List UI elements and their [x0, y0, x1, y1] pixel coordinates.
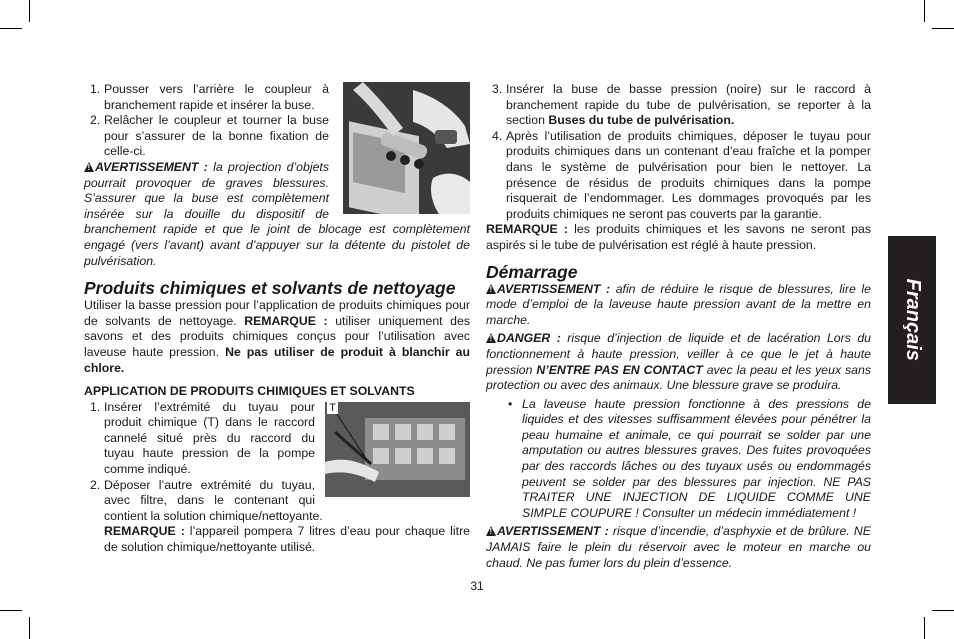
warning-icon [84, 162, 94, 172]
subheading-application: APPLICATION DE PRODUITS CHIMIQUES ET SOLVANTS [84, 384, 415, 399]
danger-injection: !DANGER : risque d’injection de liquide et de lacération Lors du fonctionnement à haute pression, veiller à ce que le jet à haute pression N’ENTRE PAS EN CONTACT avec la peau et les yeux sans protection ou avec des animaux. Une blessure grave se produira. [486, 331, 871, 393]
crop-mark [924, 0, 925, 22]
step-4: 4. Après l’utilisation de produits chimiques, déposer le tuyau pour produits chimiques dans un contenant d’eau fraîche et la pomper dans le système de pulvérisation pour bien le nettoyer. La présence de résidus de produits chimiques dans la pompe risquerait de l’endommager. Les dommages provoqués par les produits chimiques ne seront pas couverts par la garantie. [492, 128, 871, 221]
page-number: 31 [470, 579, 484, 593]
step-3: 3. Insérer la buse de basse pression (noire) sur le raccord à branchement rapide du tube de pulvérisation, se reporter à la section Buses du tube de pulvérisation. [492, 82, 871, 128]
note-pump-ratio: REMARQUE : l’appareil pompera 7 litres d’eau pour chaque litre de solution chimique/nettoyante utilisé. [104, 524, 470, 555]
step-a-2: 2. Relâcher le coupleur et tourner la buse pour s’assurer de la bonne fixation de celle-ci. [90, 113, 329, 159]
danger-icon [486, 333, 496, 343]
step-a-1: 1. Pousser vers l’arrière le coupleur à branchement rapide et insérer la buse. [90, 82, 329, 112]
step-b-2: 2. Déposer l’autre extrémité du tuyau, avec filtre, dans le contenant qui contient la solution chimique/nettoyante. [90, 477, 323, 523]
left-column [84, 82, 470, 556]
section-heading-chemicals: Produits chimiques et solvants de nettoyage [84, 278, 456, 299]
language-tab: Français [888, 236, 936, 404]
crop-mark [29, 617, 30, 639]
warning-fire: !AVERTISSEMENT : risque d’incendie, d’asphyxie et de brûlure. NE JAMAIS faire le plein du réservoir avec le moteur en marche ou chaud. Ne pas fumer lors du plein d’essence. [486, 524, 871, 571]
warning-icon [486, 284, 496, 294]
crop-mark [29, 0, 30, 22]
crop-mark [0, 610, 22, 611]
warning-read-manual: !AVERTISSEMENT : afin de réduire le risque de blessures, lire le mode d’emploi de la laveuse haute pression avant de la mettre en marche. [486, 282, 871, 329]
crop-mark [932, 610, 954, 611]
chemicals-intro: Utiliser la basse pression pour l’application de produits chimiques pour de solvants de nettoyage. REMARQUE : utiliser uniquement des savons et des produits chimiques conçus pour l’utilisation avec laveuse haute pression. Ne pas utiliser de produit à blanchir au chlore. [84, 298, 471, 375]
crop-mark [0, 28, 22, 29]
bullet-injection-risk: • La laveuse haute pression fonctionne à des pressions de liquides et des vitesses suffisamment élevées pour pénétrer la peau humaine et animale, ce qui pourrait se solder par une amputation ou autres blessures graves. Des fuites provoquées par des raccords lâches ou des tuyaux usés ou endommagés peuvent se solder par des blessures par injection. NE PAS TRAITER UNE INJECTION DE LIQUIDE COMME UNE SIMPLE COUPURE ! Consulter un médecin immédiatement ! [508, 396, 871, 520]
section-heading-startup: Démarrage [486, 261, 578, 282]
warning-projection: !AVERTISSEMENT : la projection d’objets pourrait provoquer de graves blessures. S’assurer que la buse est complètement insérée sur la douille du dispositif de branchement rapide et que le joint de blocage est complètement engagé (vers l’avant) avant d’appuyer sur la détente du pistolet de pulvérisation. [84, 160, 470, 269]
figure-label-t: T [329, 401, 336, 414]
step-b-1: 1. Insérer l’extrémité du tuyau pour produit chimique (T) dans le raccord cannelé situé près du raccord du tuyau haute pression de la pompe comme indiqué. [90, 399, 315, 477]
crop-mark [924, 617, 925, 639]
crop-mark [932, 28, 954, 29]
note-high-pressure: REMARQUE : les produits chimiques et les savons ne seront pas aspirés si le tube de pulvérisation est réglé à haute pression. [486, 222, 871, 252]
warning-icon [486, 526, 496, 536]
steps-b-block [84, 400, 470, 556]
right-column [486, 82, 871, 571]
bullet-dot: • [508, 396, 513, 411]
